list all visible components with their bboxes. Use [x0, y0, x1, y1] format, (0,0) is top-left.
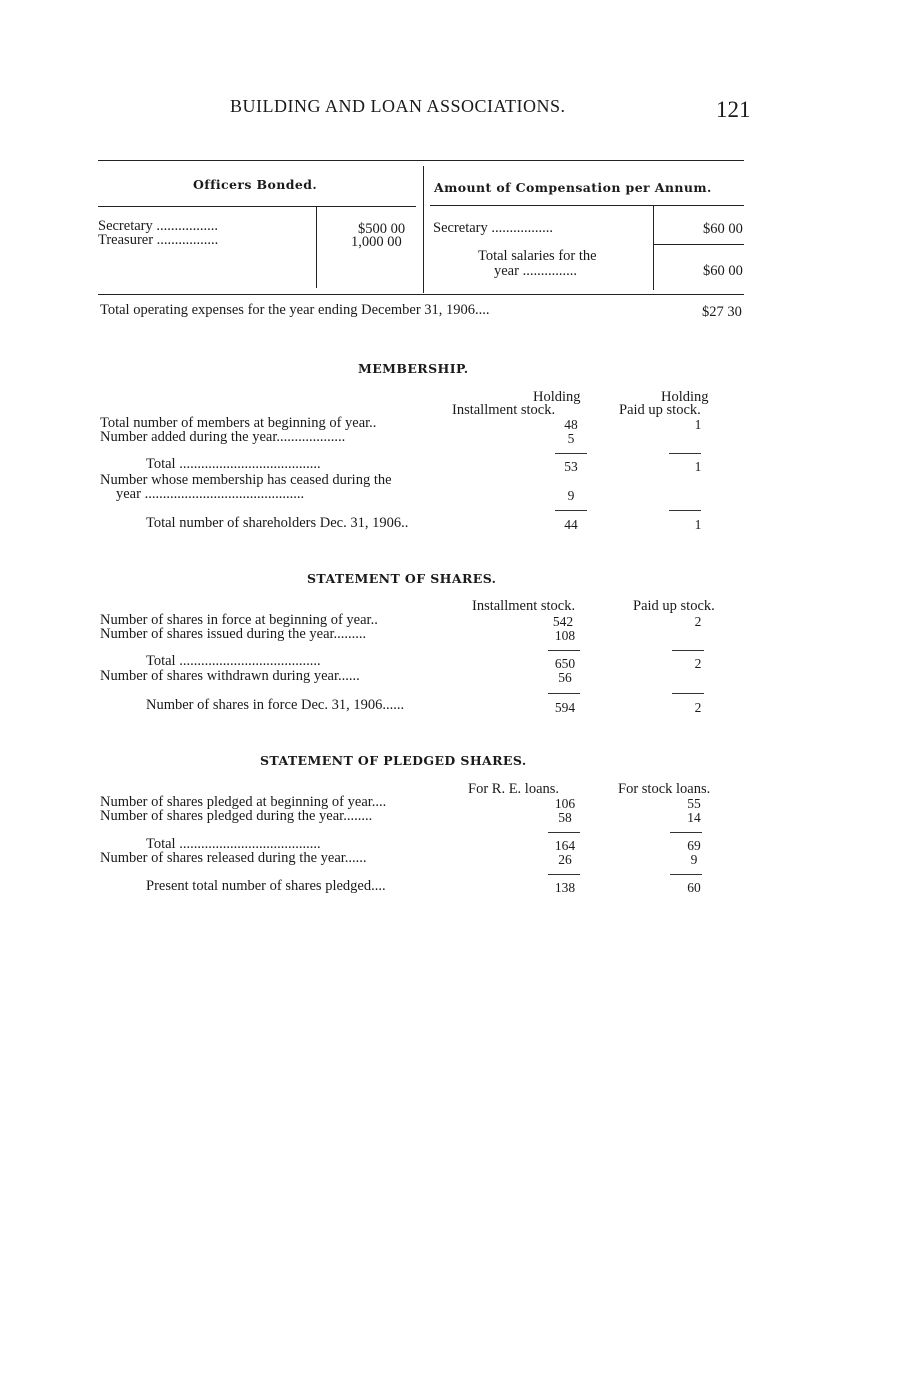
membership-row-total: Total ....................................... [146, 456, 321, 472]
pledged-row-released-c1: 26 [558, 852, 572, 867]
pledged-row-total-c2: 69 [687, 838, 701, 853]
pledged-row-released: Number of shares released during the year...... [100, 850, 367, 866]
shares-col2-header: Paid up stock. [633, 598, 715, 614]
shares-row-in-force-c2: 2 [694, 700, 702, 715]
shares-row-beginning: Number of shares in force at beginning of year.. [100, 612, 378, 628]
membership-col1-header-line2: Installment stock. [452, 402, 556, 418]
shares-row-total-c2: 2 [694, 656, 702, 671]
membership-row-total-c2: 1 [694, 459, 702, 474]
membership-col1-header-line1: Holding [533, 389, 581, 405]
shares-heading: STATEMENT OF SHARES. [307, 571, 497, 586]
membership-row-beginning-c2: 1 [694, 417, 702, 432]
pledged-row-present-c1: 138 [554, 880, 576, 895]
membership-row-beginning: Total number of members at beginning of year.. [100, 415, 377, 431]
pledged-row-during-c1: 58 [558, 810, 572, 825]
membership-heading: MEMBERSHIP. [358, 361, 469, 376]
shares-final-rule-c1 [548, 693, 580, 694]
pledged-row-beginning: Number of shares pledged at beginning of year.... [100, 794, 387, 810]
shares-row-total-c1: 650 [554, 656, 576, 671]
membership-row-added-c1: 5 [567, 431, 575, 446]
membership-row-ceased-line1: Number whose membership has ceased during the [100, 472, 392, 488]
comp-secretary-label: Secretary ................. [433, 220, 553, 236]
membership-row-shareholders: Total number of shareholders Dec. 31, 1906.. [146, 515, 409, 531]
pledged-col1-header: For R. E. loans. [468, 781, 560, 797]
bonded-secretary-amount: $500 00 [358, 221, 406, 237]
membership-row-shareholders-c1: 44 [564, 517, 578, 532]
pledged-row-released-c2: 9 [690, 852, 698, 867]
shares-row-in-force-c1: 594 [554, 700, 576, 715]
membership-row-total-c1: 53 [564, 459, 578, 474]
page-number: 121 [716, 97, 751, 122]
pledged-final-rule-c1 [548, 874, 580, 875]
membership-row-ceased-line2: year ............................................ [116, 486, 305, 502]
shares-final-rule-c2 [672, 693, 704, 694]
comp-total-amount: $60 00 [703, 263, 743, 279]
pledged-row-beginning-c1: 106 [554, 796, 576, 811]
table-bottom-rule [98, 294, 744, 295]
shares-row-issued: Number of shares issued during the year......... [100, 626, 367, 642]
compensation-header-rule [430, 205, 744, 206]
membership-sum-rule-c1 [555, 453, 587, 454]
pledged-col2-header: For stock loans. [618, 781, 711, 797]
pledged-row-during-c2: 14 [687, 810, 701, 825]
operating-expenses-label: Total operating expenses for the year ending December 31, 1906.... [100, 302, 490, 318]
bonded-secretary-label: Secretary ................. [98, 218, 218, 234]
shares-row-beginning-c1: 542 [552, 614, 574, 629]
pledged-row-present-c2: 60 [687, 880, 701, 895]
table-center-divider [423, 166, 424, 293]
officers-header-rule [98, 206, 416, 207]
membership-col2-header-line1: Holding [661, 389, 709, 405]
shares-row-withdrawn-c1: 56 [558, 670, 572, 685]
pledged-sum-rule-c2 [670, 832, 702, 833]
pledged-row-during: Number of shares pledged during the year........ [100, 808, 373, 824]
pledged-sum-rule-c1 [548, 832, 580, 833]
shares-row-beginning-c2: 2 [694, 614, 702, 629]
membership-row-added: Number added during the year................... [100, 429, 346, 445]
comp-total-rule [653, 244, 744, 245]
shares-row-issued-c1: 108 [554, 628, 576, 643]
bonded-treasurer-label: Treasurer ................. [98, 232, 219, 248]
shares-row-total: Total ....................................... [146, 653, 321, 669]
membership-row-shareholders-c2: 1 [694, 517, 702, 532]
membership-row-ceased-c1: 9 [567, 488, 575, 503]
bonded-amount-divider [316, 206, 317, 288]
operating-expenses-amount: $27 30 [702, 304, 742, 320]
pledged-heading: STATEMENT OF PLEDGED SHARES. [260, 753, 527, 768]
pledged-row-beginning-c2: 55 [687, 796, 701, 811]
pledged-final-rule-c2 [670, 874, 702, 875]
membership-final-rule-c2 [669, 510, 701, 511]
running-header: BUILDING AND LOAN ASSOCIATIONS. [230, 96, 566, 116]
pledged-row-present: Present total number of shares pledged.... [146, 878, 386, 894]
comp-total-label-line2: year ............... [494, 263, 577, 279]
membership-sum-rule-c2 [669, 453, 701, 454]
pledged-row-total: Total ....................................... [146, 836, 321, 852]
membership-col2-header-line2: Paid up stock. [619, 402, 701, 418]
shares-sum-rule-c1 [548, 650, 580, 651]
comp-total-label-line1: Total salaries for the [478, 248, 597, 264]
officers-bonded-heading: Officers Bonded. [193, 177, 318, 192]
shares-col1-header: Installment stock. [472, 598, 576, 614]
comp-secretary-amount: $60 00 [703, 221, 743, 237]
compensation-heading: Amount of Compensation per Annum. [434, 180, 712, 195]
shares-row-withdrawn: Number of shares withdrawn during year...... [100, 668, 360, 684]
membership-row-beginning-c1: 48 [564, 417, 578, 432]
shares-sum-rule-c2 [672, 650, 704, 651]
membership-final-rule-c1 [555, 510, 587, 511]
comp-amount-divider [653, 206, 654, 290]
bonded-treasurer-amount: 1,000 00 [351, 234, 402, 250]
table-top-rule [98, 160, 744, 161]
pledged-row-total-c1: 164 [554, 838, 576, 853]
shares-row-in-force: Number of shares in force Dec. 31, 1906...... [146, 697, 405, 713]
